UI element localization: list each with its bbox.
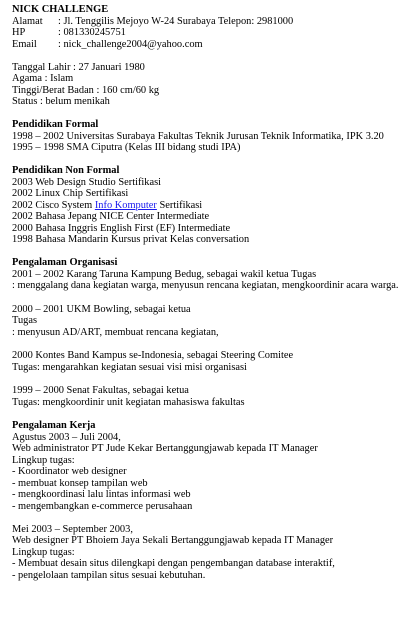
spacer: [12, 338, 420, 350]
email-value: : nick_challenge2004@yahoo.com: [58, 38, 203, 50]
birthdate-line: Tanggal Lahir : 27 Januari 1980: [12, 61, 145, 73]
organization-task-label: Tugas: [12, 315, 38, 326]
organization-item: 2000 – 2001 UKM Bowling, sebagai ketua: [12, 303, 191, 315]
nonformal-education-heading: Pendidikan Non Formal: [12, 165, 120, 176]
spacer: [12, 408, 420, 420]
spacer: [12, 50, 420, 62]
phone-line: [12, 27, 420, 39]
organization-item: 2001 – 2002 Karang Taruna Kampung Bedug, sebagai wakil ketua Tugas: [12, 268, 317, 280]
address-line: [12, 16, 420, 28]
info-komputer-link[interactable]: Info Komputer: [94, 199, 157, 211]
address-label: Alamat: [12, 15, 43, 27]
job-role: Web administrator PT Jude Kekar Bertanggungjawab kepada IT Manager: [12, 443, 318, 454]
job-task-item: - mengembangkan e-commerce perusahaan: [12, 500, 193, 512]
spacer: [12, 246, 420, 258]
formal-education-heading: Pendidikan Formal: [12, 119, 99, 130]
job-date: Mei 2003 – September 2003,: [12, 523, 133, 535]
organization-task: : menyusun AD/ART, membuat rencana kegiatan,: [12, 326, 219, 338]
organization-task: Tugas: mengkoordinir unit kegiatan mahasiswa fakultas: [12, 396, 245, 408]
spacer: [12, 512, 420, 524]
job-date: Agustus 2003 – Juli 2004,: [12, 431, 121, 443]
resume-name: NICK CHALLENGE: [12, 4, 109, 15]
spacer: [12, 292, 420, 304]
cisco-prefix: 2002 Cisco System: [12, 199, 95, 211]
organization-task: : menggalang dana kegiatan warga, menyusun rencana kegiatan, mengkoordinir acara warga.: [12, 280, 399, 291]
email-label: Email: [12, 38, 37, 50]
job-task-item: - membuat konsep tampilan web: [12, 477, 148, 489]
work-experience-heading: Pengalaman Kerja: [12, 420, 96, 431]
job-task-item: - Koordinator web designer: [12, 466, 127, 477]
nonformal-education-item: 2002 Bahasa Jepang NICE Center Intermediate: [12, 211, 210, 222]
job-task-item: - Membuat desain situs dilengkapi dengan pengembangan database interaktif,: [12, 558, 335, 569]
nonformal-education-item: 2002 Linux Chip Sertifikasi: [12, 188, 129, 199]
nonformal-education-item: 1998 Bahasa Mandarin Kursus privat Kelas conversation: [12, 234, 250, 245]
formal-education-item: 1998 – 2002 Universitas Surabaya Fakultas Teknik Jurusan Teknik Informatika, IPK 3.20: [12, 130, 384, 142]
email-line: [12, 39, 420, 51]
nonformal-education-item: 2003 Web Design Studio Sertifikasi: [12, 176, 162, 188]
religion-line: Agama : Islam: [12, 73, 74, 84]
nonformal-education-item: [12, 200, 420, 212]
job-scope-label: Lingkup tugas:: [12, 546, 75, 558]
organization-heading: Pengalaman Organisasi: [12, 257, 118, 268]
job-task-item: - mengkoordinasi lalu lintas informasi web: [12, 489, 191, 500]
cisco-suffix: Sertifikasi: [156, 199, 203, 211]
spacer: [12, 108, 420, 120]
marital-status-line: Status : belum menikah: [12, 96, 110, 107]
spacer: [12, 154, 420, 166]
height-weight-line: Tinggi/Berat Badan : 160 cm/60 kg: [12, 84, 160, 96]
phone-label: HP: [12, 27, 26, 38]
job-task-item: - pengelolaan tampilan situs sesuai kebutuhan.: [12, 569, 206, 581]
phone-value: : 081330245751: [58, 27, 126, 38]
nonformal-education-item: 2000 Bahasa Inggris English First (EF) Intermediate: [12, 222, 231, 234]
organization-task: Tugas: mengarahkan kegiatan sesuai visi misi organisasi: [12, 361, 247, 373]
organization-item: 2000 Kontes Band Kampus se-Indonesia, sebagai Steering Comitee: [12, 350, 294, 361]
address-value: : Jl. Tenggilis Mejoyo W-24 Surabaya Telepon: 2981000: [58, 15, 294, 27]
formal-education-item: 1995 – 1998 SMA Ciputra (Kelas III bidang studi IPA): [12, 142, 241, 153]
organization-item: 1999 – 2000 Senat Fakultas, sebagai ketua: [12, 385, 189, 396]
job-scope-label: Lingkup tugas:: [12, 454, 75, 466]
spacer: [12, 373, 420, 385]
job-role: Web designer PT Bhoiem Jaya Sekali Bertanggungjawab kepada IT Manager: [12, 535, 334, 546]
